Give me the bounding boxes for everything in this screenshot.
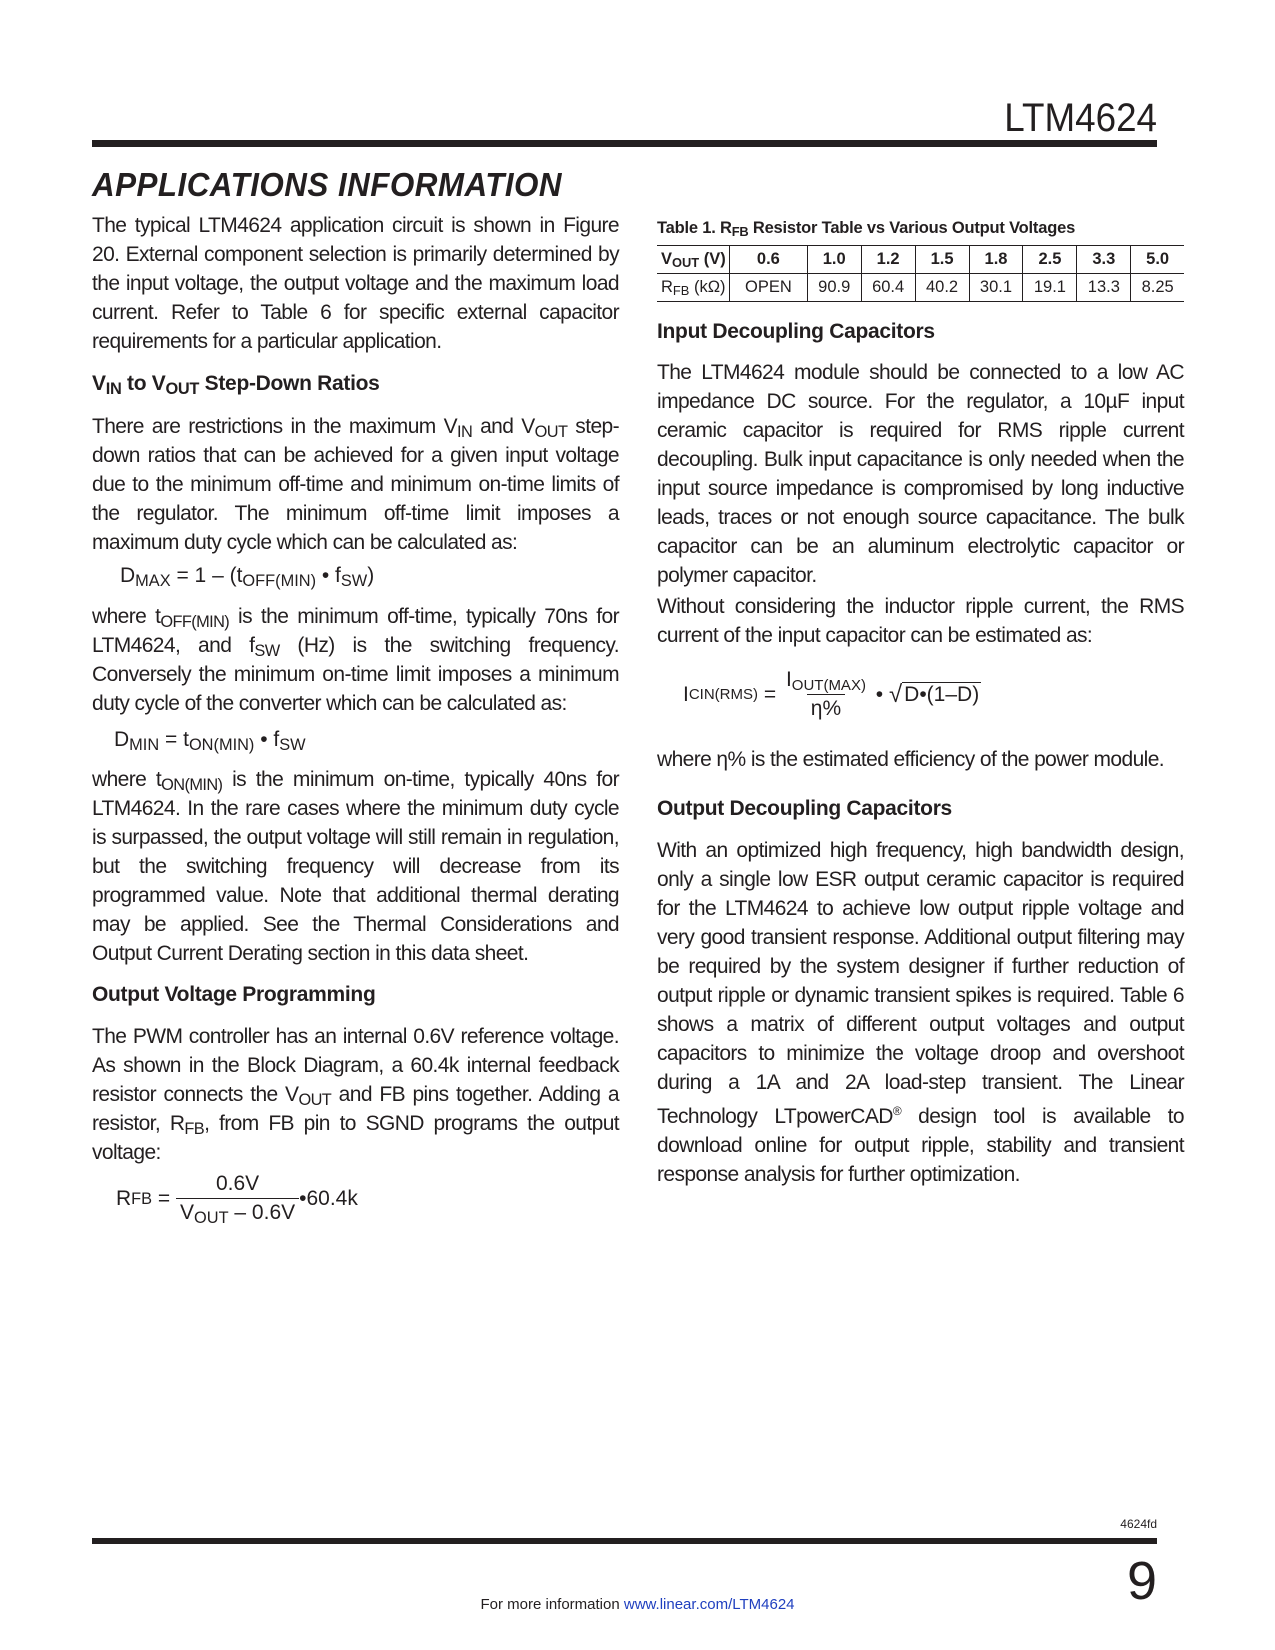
table-cell: OPEN [730, 274, 808, 302]
table-cell: 40.2 [915, 274, 969, 302]
page-number: 9 [1126, 1551, 1157, 1611]
section-title: APPLICATIONS INFORMATION [92, 166, 563, 203]
footer-text: For more information www.linear.com/LTM4624 [480, 1596, 795, 1613]
ovp-paragraph: The PWM controller has an internal 0.6V reference voltage. As shown in the Block Diagram, a 60.4k internal feedback resistor connects the $V_{OUT}$ and FB pins together. Adding a resistor, $R_{FB}$, from FB pin to SGND programs the output voltage: [92, 1025, 620, 1164]
table-cell: 5.0 [1131, 246, 1184, 274]
rfb-table [657, 245, 1184, 302]
equation-rfb: R FB = $\frac{0.6V}{V_{OUT} - 0.6V}$ •60.4k [116, 1172, 358, 1228]
table-row-rfb [657, 274, 1184, 302]
table-title: Table 1. $R_{FB}$ Resistor Table vs Various Output Voltages [657, 219, 1076, 240]
equation-dmin: $D_{MIN} = t_{ON(MIN)}$ • $f_{SW}$ [114, 728, 306, 755]
stepdown-paragraph-3: where $t_{ON(MIN)}$ is the minimum on-time, typically 40ns for LTM4624. In the rare cases where the minimum duty cycle is surpassed, the output voltage will still remain in regulation, but the switching frequency will decrease from its programmed value. Note that additional thermal derating may be applied. See the Thermal Considerations and Output Current Derating section in this data sheet. [92, 768, 619, 965]
stepdown-heading: $V_{IN}$ to $V_{OUT}$ Step-Down Ratios [92, 372, 380, 399]
ovp-heading: Output Voltage Programming [92, 983, 376, 1006]
bottom-rule [92, 1538, 1157, 1544]
table-cell: 30.1 [969, 274, 1023, 302]
table-cell: 19.1 [1023, 274, 1077, 302]
stepdown-paragraph-2: where $t_{OFF(MIN)}$ is the minimum off-time, typically 70ns for LTM4624, and $f_{SW}$ (Hz) is the switching frequency. Conversely the minimum on-time limit imposes a minimum duty cycle of the converter which can be calculated as: [92, 605, 620, 715]
equation-dmax: $D_{MAX} = 1 - (t_{OFF(MIN)}$ • $f_{SW}$) [120, 564, 375, 591]
table-cell: 2.5 [1023, 246, 1077, 274]
table-cell: 8.25 [1131, 274, 1184, 302]
intro-paragraph: The typical LTM4624 application circuit is shown in Figure 20. External component selection is primarily determined by the input voltage, the output voltage and the maximum load current. Refer to Table 6 for specific external capacitor requirements for a particular application. [92, 214, 619, 353]
table-cell: 1.0 [807, 246, 861, 274]
table-cell: 13.3 [1077, 274, 1131, 302]
idc-paragraph-1: The LTM4624 module should be connected to a low AC impedance DC source. For the regulator, a 10µF input ceramic capacitor is required for RMS ripple current decoupling. Bulk input capacitance is only needed when the input source impedance is compromised by long inductive leads, traces or not enough source capacitance. The bulk capacitor can be an aluminum electrolytic capacitor or polymer capacitor. [657, 361, 1184, 587]
table-cell: 3.3 [1077, 246, 1131, 274]
idc-paragraph-2: Without considering the inductor ripple current, the RMS current of the input capacitor can be estimated as: [657, 595, 1184, 647]
odc-heading: Output Decoupling Capacitors [657, 797, 952, 820]
idc-paragraph-3: where η% is the estimated efficiency of the power module. [657, 748, 1165, 771]
equation-icin: I CIN(RMS) = $\frac{I_{OUT(MAX)}}{\eta\%}$ • √ D•(1–D) [683, 668, 980, 720]
table-cell: 0.6 [730, 246, 808, 274]
part-number: LTM4624 [1004, 96, 1157, 140]
footer-link[interactable]: www.linear.com/LTM4624 [623, 1596, 795, 1613]
top-rule [92, 140, 1157, 147]
table-cell: 90.9 [807, 274, 861, 302]
sqrt-symbol: √ [888, 680, 903, 708]
table-cell: 1.2 [861, 246, 915, 274]
idc-heading: Input Decoupling Capacitors [657, 320, 935, 343]
odc-paragraph: With an optimized high frequency, high bandwidth design, only a single low ESR output ceramic capacitor is required for the LTM4624 to achieve low output ripple voltage and very good transient response. Additional output filtering may be required by the system designer if further reduction of output ripple or dynamic transient spikes is required. Table 6 shows a matrix of different output voltages and output capacitors to minimize the voltage droop and overshoot during a 1A and 2A load-step transient. The Linear Technology LTpowerCAD® design tool is available to download online for output ripple, stability and transient response analysis for further optimization. [657, 839, 1184, 1186]
table-cell: 1.5 [915, 246, 969, 274]
table-cell: 1.8 [969, 246, 1023, 274]
table-row-vout [657, 246, 1184, 274]
table-header-vout: $V_{OUT}$ (V) [657, 246, 730, 274]
table-header-rfb: $R_{FB}$ (kΩ) [661, 278, 726, 299]
table-cell: 60.4 [861, 274, 915, 302]
document-code: 4624fd [1120, 1517, 1157, 1531]
stepdown-paragraph-1: There are restrictions in the maximum $V_{IN}$ and $V_{OUT}$ step-down ratios that can be achieved for a given input voltage due to the minimum off-time and minimum on-time limits of the regulator. The minimum off-time limit imposes a maximum duty cycle which can be calculated as: [92, 415, 619, 554]
